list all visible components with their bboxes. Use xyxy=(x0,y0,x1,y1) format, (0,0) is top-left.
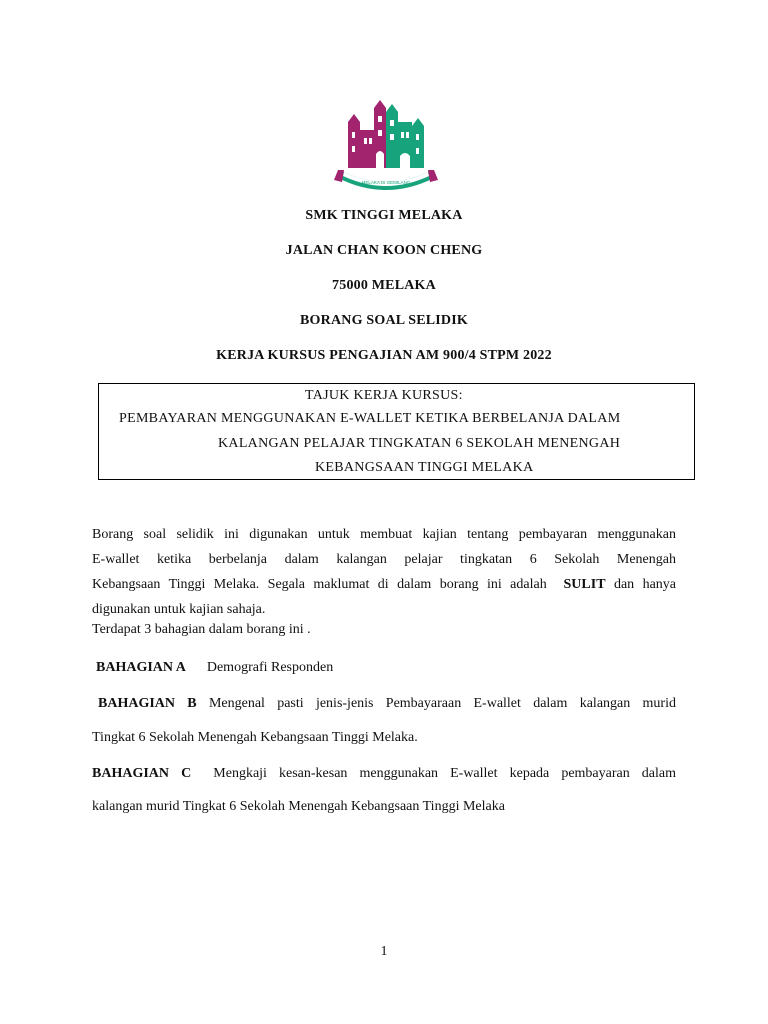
section-b-text-1: Mengenal pasti jenis-jenis Pembayaraan E-wallet dalam kalangan murid xyxy=(208,696,676,711)
section-b-label: BAHAGIAN B xyxy=(98,696,197,711)
section-c-line-1 xyxy=(92,761,676,786)
confidential-label: SULIT xyxy=(563,577,606,592)
intro-line-4: digunakan untuk kajian sahaja. xyxy=(92,602,266,617)
section-b-line-1 xyxy=(92,691,676,716)
school-crest-logo xyxy=(334,98,438,194)
intro-line-1: Borang soal selidik ini digunakan untuk membuat kajian tentang pembayaran menggunakan xyxy=(92,527,676,542)
section-c-text-2: kalangan murid Tingkat 6 Sekolah Menengah Kebangsaan Tinggi Melaka xyxy=(92,799,505,814)
intro-line-3-end: dan hanya xyxy=(613,577,676,592)
course-title: KERJA KURSUS PENGAJIAN AM 900/4 STPM 2022 xyxy=(216,348,552,363)
crest-motto: MELAKA DI GEMILANG xyxy=(361,180,411,185)
page-number: 1 xyxy=(380,944,388,959)
coursework-title-label: TAJUK KERJA KURSUS: xyxy=(305,388,463,403)
section-c-text-1: Mengkaji kesan-kesan menggunakan E-wallet kepada pembayaran dalam xyxy=(213,766,677,781)
school-name: SMK TINGGI MELAKA xyxy=(305,208,463,223)
intro-paragraph xyxy=(92,522,676,622)
section-c-label: BAHAGIAN C xyxy=(92,766,192,781)
coursework-title-line-2: KALANGAN PELAJAR TINGKATAN 6 SEKOLAH MENENGAH xyxy=(218,436,621,451)
section-b xyxy=(92,691,676,716)
intro-sections-count: Terdapat 3 bahagian dalam borang ini . xyxy=(92,622,311,637)
section-b-text-2: Tingkat 6 Sekolah Menengah Kebangsaan Tinggi Melaka. xyxy=(92,730,418,745)
school-postcode-city: 75000 MELAKA xyxy=(332,278,436,293)
section-a-label: BAHAGIAN A xyxy=(96,660,186,675)
section-c xyxy=(92,761,676,786)
intro-line-3 xyxy=(92,572,676,597)
intro-line-2: E-wallet ketika berbelanja dalam kalangan pelajar tingkatan 6 Sekolah Menengah xyxy=(92,552,676,567)
section-a-text: Demografi Responden xyxy=(206,660,334,675)
section-a xyxy=(96,660,333,676)
coursework-title-line-1: PEMBAYARAN MENGGUNAKAN E-WALLET KETIKA BERBELANJA DALAM xyxy=(119,411,621,426)
coursework-title-box xyxy=(98,383,695,480)
intro-line-3-start: Kebangsaan Tinggi Melaka. Segala maklumat di dalam borang ini adalah xyxy=(92,577,547,592)
coursework-title-line-3: KEBANGSAAN TINGGI MELAKA xyxy=(315,460,534,475)
form-title: BORANG SOAL SELIDIK xyxy=(300,313,468,328)
school-street: JALAN CHAN KOON CHENG xyxy=(285,243,483,258)
